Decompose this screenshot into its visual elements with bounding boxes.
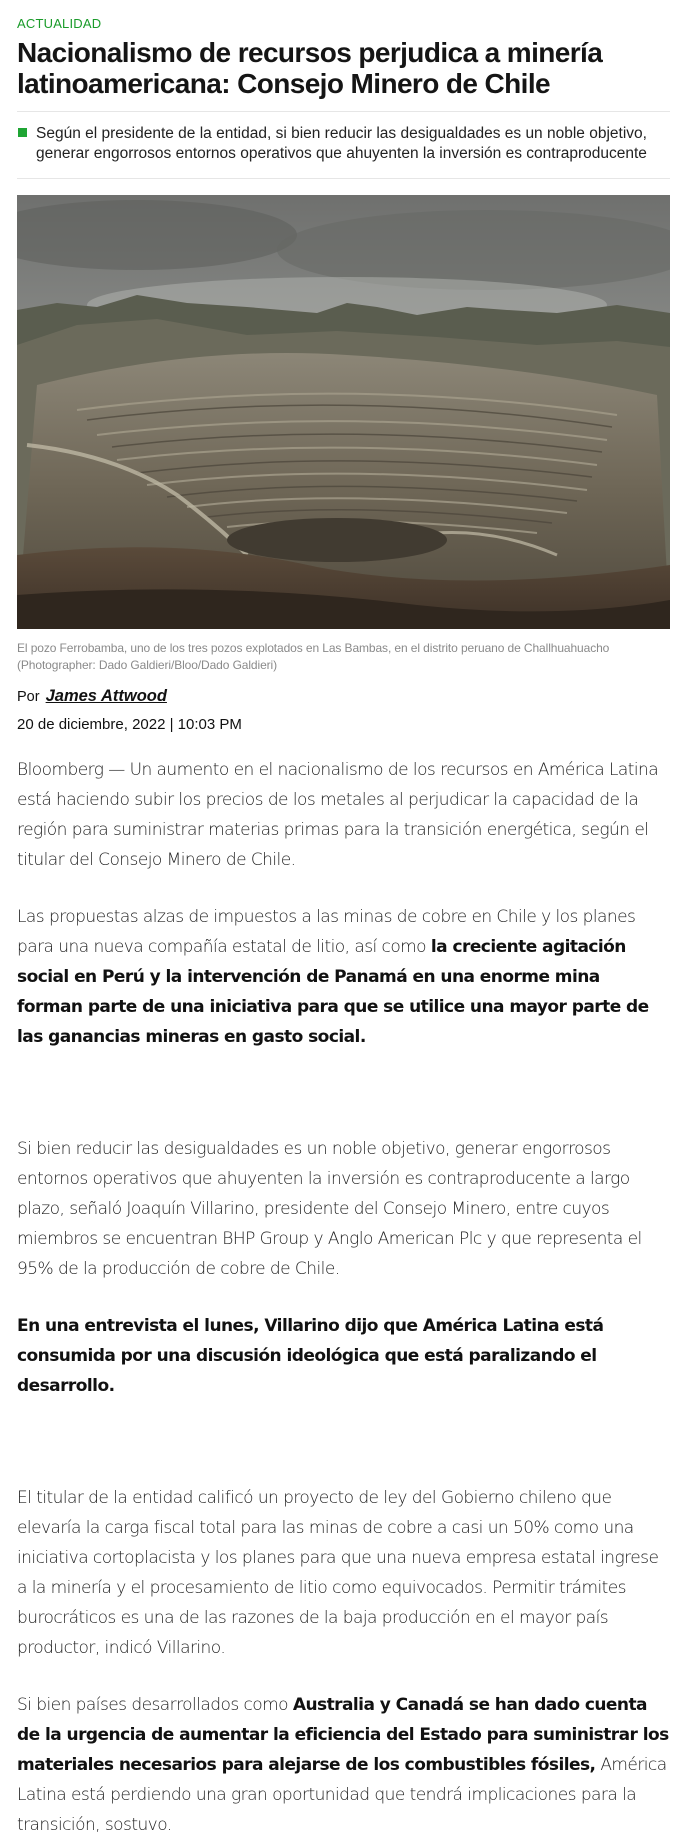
image-caption: El pozo Ferrobamba, uno de los tres pozos explotados en Las Bambas, en el distrito peruano de Challhuahuacho (Photographer: Dado Galdieri/Bloo/Dado Galdieri) <box>17 641 610 672</box>
paragraph-bold-text[interactable]: la creciente agitación social en Perú y la intervención de Panamá en una enorme mina forman parte de una iniciativa para que se utilice una mayor parte de las ganancias mineras en gasto social. <box>17 937 649 1047</box>
paragraph-bold[interactable]: En una entrevista el lunes, Villarino dijo que América Latina está consumida por una discusión ideológica que está paralizando el desarrollo. <box>17 1316 604 1396</box>
article-photo <box>17 195 670 629</box>
byline <box>17 687 670 706</box>
divider <box>17 178 670 179</box>
paragraph-text: Si bien países desarrollados como <box>17 1695 293 1715</box>
publish-date: 20 de diciembre, 2022 | 10:03 PM <box>17 716 242 733</box>
lead-text: Según el presidente de la entidad, si bien reducir las desigualdades es un noble objetivo, generar engorrosos entornos operativos que ahuyenten la inversión es contraproducente <box>36 125 647 162</box>
open-pit-mine-image <box>17 195 670 629</box>
article-title: Nacionalismo de recursos perjudica a minería latinoamericana: Consejo Minero de Chile <box>17 37 603 99</box>
paragraph: El titular de la entidad calificó un proyecto de ley del Gobierno chileno que elevaría la carga fiscal total para las minas de cobre a casi un 50% como una iniciativa cortoplacista y los planes para que una nueva empresa estatal ingrese a la minería y el procesamiento de litio como equivocados. Permitir trámites burocráticos es una de las razones de la baja producción en el mayor país productor, indicó Villarino. <box>17 1488 659 1658</box>
paragraph: Si bien reducir las desigualdades es un noble objetivo, generar engorrosos entornos operativos que ahuyenten la inversión es contraproducente a largo plazo, señaló Joaquín Villarino, presidente del Consejo Minero, entre cuyos miembros se encuentran BHP Group y Anglo American Plc y que representa el 95% de la producción de cobre de Chile. <box>17 1139 642 1279</box>
section-label[interactable]: ACTUALIDAD <box>17 16 102 31</box>
paragraph: Bloomberg — Un aumento en el nacionalismo de los recursos en América Latina está haciendo subir los precios de los metales al perjudicar la capacidad de la región para suministrar materias primas para la transición energética, según el titular del Consejo Minero de Chile. <box>17 760 659 870</box>
article <box>17 0 670 1840</box>
author-link[interactable]: James Attwood <box>45 687 167 705</box>
paragraph <box>17 1690 670 1840</box>
paragraph-bold-text[interactable]: Australia y Canadá se han dado cuenta de la urgencia de aumentar la eficiencia del Estado para suministrar los materiales necesarios para alejarse de los combustibles fósiles, <box>17 1695 669 1775</box>
paragraph-text: Las propuestas alzas de impuestos a las minas de cobre en Chile y los planes para una nueva compañía estatal de litio, así como <box>17 907 636 957</box>
green-square-bullet-icon <box>18 128 27 137</box>
paragraph-text: América Latina está perdiendo una gran oportunidad que tendrá implicaciones para la transición, sostuvo. <box>17 1755 667 1835</box>
byline-prefix: Por <box>17 689 40 705</box>
paragraph <box>17 902 670 1052</box>
article-lead <box>17 112 670 178</box>
